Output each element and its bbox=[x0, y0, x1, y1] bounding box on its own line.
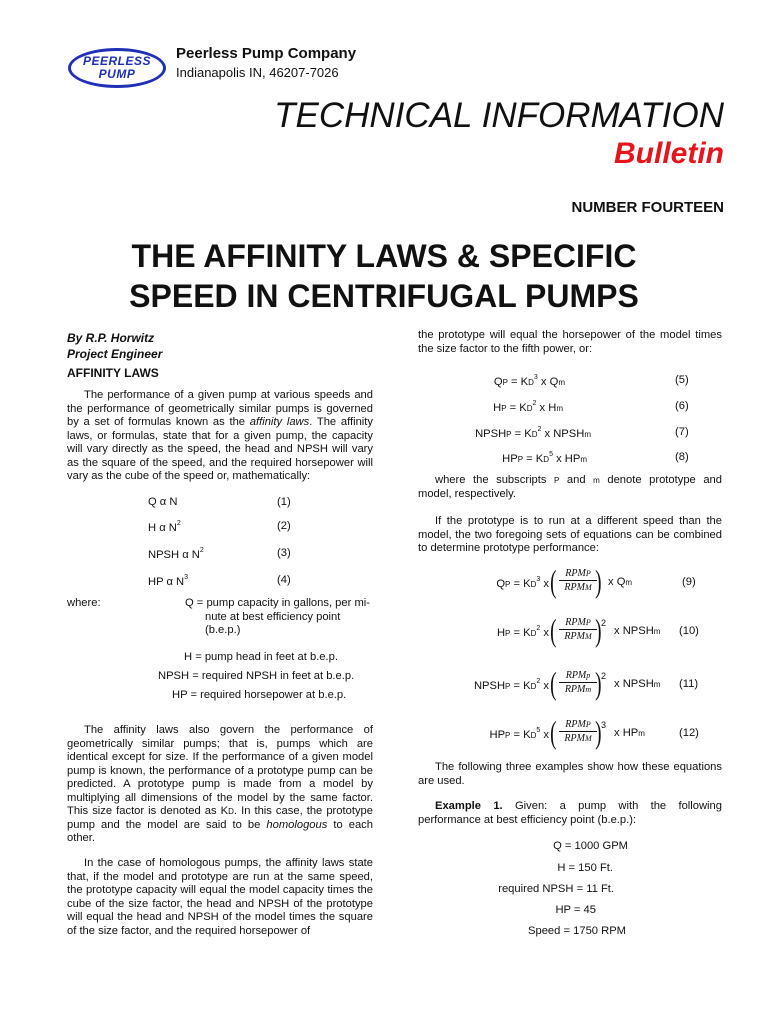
paragraph-affinity-intro bbox=[67, 389, 373, 484]
equation-number: (10) bbox=[679, 625, 699, 637]
eq-rhs: x Q bbox=[537, 376, 559, 388]
eq-k-subscript: D bbox=[526, 404, 533, 413]
ratio-denominator bbox=[564, 582, 591, 593]
eq-lhs-subscript: P bbox=[505, 629, 511, 638]
para2-text-c: to each other. bbox=[67, 818, 373, 844]
ratio-numerator bbox=[565, 568, 590, 579]
eq-rhs: x NPSH bbox=[541, 428, 585, 440]
title-line1: THE AFFINITY LAWS & SPECIFIC bbox=[131, 238, 637, 274]
law-exponent: 2 bbox=[176, 520, 181, 527]
right-parenthesis: ) bbox=[595, 563, 602, 599]
rpm-ratio bbox=[559, 617, 597, 642]
equation-number: (5) bbox=[675, 374, 689, 386]
eq-exponent: 2 bbox=[536, 625, 541, 632]
eq-k-subscript: D bbox=[530, 580, 537, 589]
numerator-text: RPM bbox=[565, 670, 587, 681]
denominator-subscript: m bbox=[585, 685, 592, 694]
logo-line1: PEERLESS bbox=[82, 54, 152, 68]
peerless-pump-logo bbox=[68, 48, 166, 88]
paragraph-subscripts bbox=[418, 474, 722, 501]
right-parenthesis: ) bbox=[595, 612, 602, 648]
eq-rhs: x H bbox=[536, 402, 557, 414]
title-line2: SPEED IN CENTRIFUGAL PUMPS bbox=[129, 278, 639, 314]
eq-lhs: HP bbox=[489, 729, 506, 741]
given-value: HP = 45 bbox=[555, 904, 596, 916]
eq-k: = K bbox=[510, 627, 531, 639]
eq-k: = K bbox=[523, 453, 544, 465]
eq-lhs: HP bbox=[502, 453, 518, 465]
eq-k-subscript: D bbox=[543, 455, 550, 464]
equation-12 bbox=[490, 727, 550, 741]
eq-exponent: 2 bbox=[536, 678, 541, 685]
affinity-law-4 bbox=[148, 574, 188, 588]
tail-text: x NPSH bbox=[614, 625, 654, 637]
ratio-exponent: 3 bbox=[601, 720, 607, 730]
eq-tail bbox=[614, 727, 645, 739]
denominator-text: RPM bbox=[564, 582, 585, 593]
equation-number: (7) bbox=[675, 426, 689, 438]
eq-tail bbox=[608, 576, 632, 588]
law-number: (1) bbox=[277, 496, 291, 508]
rpm-ratio bbox=[559, 670, 597, 695]
eq-lhs-subscript: P bbox=[501, 404, 507, 413]
eq-k-subscript: D bbox=[530, 682, 537, 691]
left-parenthesis: ( bbox=[550, 714, 557, 750]
logo-line2: PUMP bbox=[98, 67, 136, 81]
equation-6 bbox=[493, 400, 563, 414]
para2-text-b: . In this case, the prototype pump and the model are said to be bbox=[67, 805, 373, 831]
right-parenthesis: ) bbox=[595, 714, 602, 750]
byline bbox=[67, 330, 162, 362]
fraction-bar bbox=[559, 580, 597, 581]
numerator-subscript: P bbox=[585, 569, 591, 578]
numerator-text: RPM bbox=[565, 719, 586, 730]
paragraph-fifth-power: the prototype will equal the horsepower of the model times the size factor to the fifth power, or: bbox=[418, 329, 722, 355]
section-heading-affinity-laws: AFFINITY LAWS bbox=[67, 366, 159, 380]
law-lhs: Q α N bbox=[148, 496, 178, 508]
eq-lhs: H bbox=[493, 402, 502, 414]
document-title bbox=[0, 236, 768, 316]
eq-exponent: 5 bbox=[549, 451, 553, 458]
eq-exponent: 3 bbox=[533, 374, 538, 381]
eq-k: = K bbox=[506, 402, 527, 414]
law-lhs: NPSH α N bbox=[148, 549, 200, 561]
eq-exponent: 3 bbox=[536, 576, 541, 583]
numerator-subscript: P bbox=[585, 720, 591, 729]
given-value: Speed = 1750 RPM bbox=[528, 925, 626, 937]
company-name: Peerless Pump Company bbox=[176, 45, 357, 62]
equation-9 bbox=[496, 576, 549, 590]
denominator-subscript: M bbox=[584, 734, 592, 743]
subs-text-c: denote prototype and model, respectively. bbox=[418, 474, 722, 500]
subs-m: m bbox=[593, 476, 600, 485]
eq-exponent: 5 bbox=[536, 727, 541, 734]
rpm-ratio bbox=[559, 568, 597, 593]
eq-rhs-subscript: m bbox=[584, 430, 591, 439]
subs-text-b: and bbox=[559, 474, 594, 486]
definition-q-line1: Q = pump capacity in gallons, per mi- bbox=[185, 597, 370, 609]
ratio-denominator bbox=[564, 733, 591, 744]
definition-h: H = pump head in feet at b.e.p. bbox=[184, 651, 338, 663]
law-exponent: 2 bbox=[199, 547, 204, 554]
eq-lhs: NPSH bbox=[475, 428, 507, 440]
equation-number: (8) bbox=[675, 451, 689, 463]
definition-q-line2: nute at best efficiency point bbox=[205, 610, 341, 623]
eq-k: = K bbox=[507, 376, 529, 388]
eq-exponent: 2 bbox=[532, 400, 537, 407]
left-parenthesis: ( bbox=[550, 612, 557, 648]
definition-hp: HP = required horsepower at b.e.p. bbox=[172, 689, 347, 701]
para2-italic: homologous bbox=[266, 818, 328, 831]
eq-rhs-subscript: m bbox=[580, 455, 587, 464]
left-parenthesis: ( bbox=[550, 563, 557, 599]
tail-subscript: m bbox=[653, 627, 661, 636]
eq-lhs: NPSH bbox=[473, 680, 506, 692]
numerator-subscript: p bbox=[586, 671, 591, 680]
eq-rhs: x HP bbox=[552, 453, 581, 465]
paragraph-examples-intro: The following three examples show how these equations are used. bbox=[418, 761, 722, 787]
subs-p: P bbox=[554, 476, 560, 485]
eq-k-subscript: D bbox=[531, 430, 538, 439]
law-lhs: HP α N bbox=[148, 576, 185, 588]
bulletin-number: NUMBER FOURTEEN bbox=[571, 199, 724, 216]
where-label: where: bbox=[67, 597, 101, 609]
eq-tail bbox=[614, 678, 660, 690]
eq-rhs-subscript: m bbox=[558, 378, 565, 387]
ratio-denominator bbox=[564, 631, 591, 642]
equation-number: (9) bbox=[682, 576, 696, 588]
equation-number: (11) bbox=[679, 678, 699, 690]
eq-lhs-subscript: P bbox=[517, 455, 524, 464]
law-number: (3) bbox=[277, 547, 291, 559]
eq-times: x bbox=[540, 578, 549, 590]
right-parenthesis: ) bbox=[595, 665, 602, 701]
paragraph-different-speed: If the prototype is to run at a different speed than the model, the two foregoing sets of equations can be combined to determine prototype performance: bbox=[418, 515, 722, 554]
ratio-numerator bbox=[565, 617, 590, 628]
eq-lhs-subscript: P bbox=[505, 580, 511, 589]
equation-7 bbox=[475, 426, 591, 440]
denominator-subscript: M bbox=[584, 632, 592, 641]
eq-k: = K bbox=[510, 578, 531, 590]
eq-lhs-subscript: P bbox=[505, 682, 511, 691]
eq-k: = K bbox=[511, 428, 532, 440]
eq-rhs-subscript: m bbox=[556, 404, 563, 413]
tail-subscript: m bbox=[638, 729, 645, 738]
numerator-subscript: P bbox=[585, 618, 591, 627]
definition-npsh: NPSH = required NPSH in feet at b.e.p. bbox=[158, 670, 355, 682]
bulletin-label: Bulletin bbox=[614, 137, 724, 170]
paragraph-same-speed: In the case of homologous pumps, the affinity laws state that, if the model and prototype are run at the same speed, the prototype capacity will equal the model capacity times the cube of the size factor, the head and NPSH of the prototype will equal the head and NPSH of the model times the square of the size factor, and the required horsepower of bbox=[67, 857, 373, 937]
eq-tail bbox=[614, 625, 660, 637]
given-value: H = 150 Ft. bbox=[557, 862, 613, 874]
ratio-exponent: 2 bbox=[601, 618, 607, 628]
para1-italic: affinity laws bbox=[249, 416, 310, 428]
para1-text-b: . The affinity laws, or formulas, state that for a given pump, the capacity will vary directly as the speed, the head and NPSH will vary as the square of the speed, and the required horsepower will vary as the cube of the speed or, mathematically: bbox=[67, 416, 373, 482]
definition-q-line3: (b.e.p.) bbox=[205, 624, 241, 636]
eq-k-subscript: D bbox=[530, 731, 537, 740]
ratio-denominator bbox=[565, 684, 591, 695]
equation-10 bbox=[497, 625, 549, 639]
law-lhs: H α N bbox=[148, 522, 177, 534]
eq-lhs: Q bbox=[496, 578, 506, 590]
law-exponent: 3 bbox=[184, 574, 189, 581]
fraction-bar bbox=[559, 731, 597, 732]
equation-8 bbox=[502, 451, 587, 465]
affinity-law-3 bbox=[148, 547, 204, 561]
para2-subscript: D bbox=[228, 807, 234, 816]
denominator-text: RPM bbox=[564, 733, 585, 744]
eq-k-subscript: D bbox=[530, 629, 537, 638]
eq-times: x bbox=[540, 680, 549, 692]
eq-lhs: H bbox=[496, 627, 506, 639]
eq-k: = K bbox=[510, 680, 531, 692]
denominator-text: RPM bbox=[564, 684, 586, 695]
law-number: (2) bbox=[277, 520, 291, 532]
eq-k-subscript: D bbox=[528, 378, 534, 387]
eq-times: x bbox=[540, 627, 549, 639]
company-address: Indianapolis IN, 46207-7026 bbox=[176, 65, 339, 80]
author-name: By R.P. Horwitz bbox=[67, 331, 155, 345]
equation-11 bbox=[474, 678, 549, 692]
paragraph-homologous bbox=[67, 724, 373, 846]
para1-text-a: The performance of a given pump at various speeds and the performance of geometrically similar pumps is governed by a set of formulas known as the bbox=[67, 389, 373, 428]
subs-text-a: where the subscripts bbox=[435, 474, 555, 486]
ratio-numerator bbox=[566, 670, 591, 681]
author-role: Project Engineer bbox=[67, 347, 163, 361]
affinity-law-2 bbox=[148, 520, 181, 534]
given-value: required NPSH = 11 Ft. bbox=[498, 883, 614, 895]
example-1-label: Example 1. bbox=[435, 800, 503, 812]
eq-lhs: Q bbox=[493, 376, 503, 388]
denominator-subscript: M bbox=[584, 583, 592, 592]
equation-number: (6) bbox=[675, 400, 689, 412]
tail-text: x HP bbox=[614, 727, 639, 739]
left-parenthesis: ( bbox=[550, 665, 557, 701]
eq-exponent: 2 bbox=[537, 426, 542, 433]
ratio-numerator bbox=[565, 719, 590, 730]
rpm-ratio bbox=[559, 719, 597, 744]
affinity-law-1 bbox=[148, 496, 177, 508]
equation-number: (12) bbox=[679, 727, 699, 739]
eq-k: = K bbox=[510, 729, 531, 741]
para2-text-a: The affinity laws also govern the performance of geometrically similar pumps; that is, pumps which are identical except for size. If the performance of a given model pump is known, the performance of a prototype pump can be predicted. A prototype pump is made from a model by multiplying all dimensions of the model by the same factor. This size factor is denoted as K bbox=[67, 724, 373, 817]
fraction-bar bbox=[559, 682, 597, 683]
numerator-text: RPM bbox=[565, 568, 586, 579]
equation-5 bbox=[494, 374, 565, 388]
ratio-exponent: 2 bbox=[601, 671, 607, 681]
tail-text: x NPSH bbox=[614, 678, 654, 690]
given-value: Q = 1000 GPM bbox=[553, 840, 628, 852]
tail-subscript: m bbox=[625, 578, 633, 587]
tail-text: x Q bbox=[608, 576, 626, 588]
eq-lhs-subscript: P bbox=[506, 430, 512, 439]
numerator-text: RPM bbox=[565, 617, 586, 628]
definition-q bbox=[185, 597, 385, 638]
fraction-bar bbox=[559, 629, 597, 630]
denominator-text: RPM bbox=[564, 631, 585, 642]
technical-information-title: TECHNICAL INFORMATION bbox=[274, 96, 724, 135]
eq-times: x bbox=[540, 729, 549, 741]
paragraph-example-1 bbox=[418, 800, 722, 827]
law-number: (4) bbox=[277, 574, 291, 586]
eq-lhs-subscript: P bbox=[502, 378, 508, 387]
eq-lhs-subscript: P bbox=[505, 731, 511, 740]
tail-subscript: m bbox=[653, 680, 661, 689]
example-1-text: Given: a pump with the following performance at best efficiency point (b.e.p.): bbox=[418, 800, 722, 826]
